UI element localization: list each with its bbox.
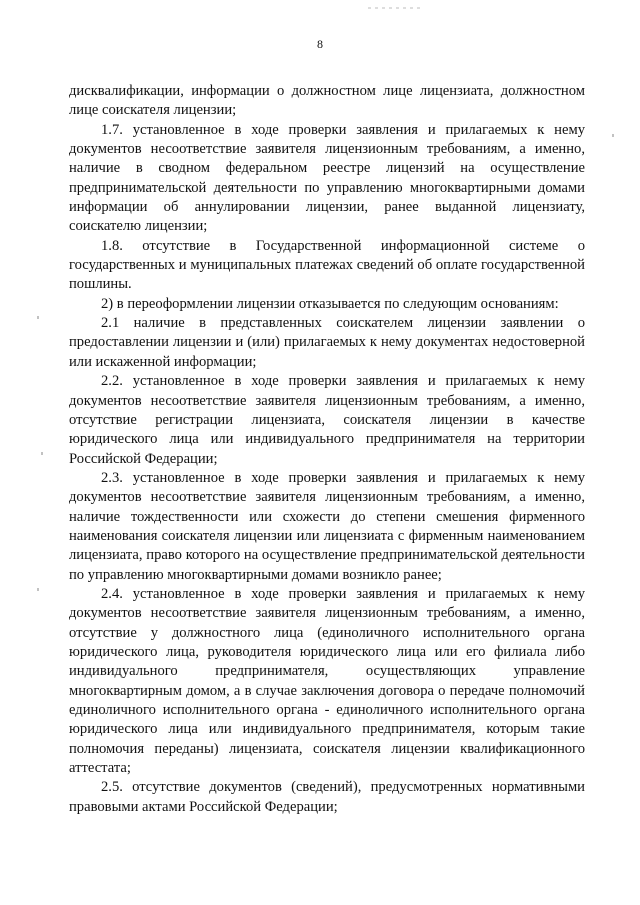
page-number: 8: [317, 37, 323, 51]
scan-artifact: [41, 452, 43, 455]
paragraph-item-2-2: 2.2. установленное в ходе проверки заявления и прилагаемых к нему документов несоответствие заявителя лицензионным требованиям, а именно, отсутствие регистрации лицензиата, соискателя лицензии в качестве юридического лица или индивидуального предпринимателя на территории Российской Федерации;: [69, 373, 585, 467]
paragraph-continuation-1-6: дисквалификации, информации о должностном лице лицензиата, должностном лице соискателя лицензии;: [69, 83, 585, 119]
paragraph-item-2-4: 2.4. установленное в ходе проверки заявления и прилагаемых к нему документов несоответствие заявителя лицензионным требованиям, а именно, отсутствие у должностного лица (единоличного исполнительного органа юридического лица, руководителя юридического лица или его филиала либо индивидуального предпринимателя, осуществляющих управление многоквартирным домом, а в случае заключения договора о передаче полномочий единоличного исполнительного органа - единоличного исполнительного органа юридического лица или индивидуального предпринимателя, которым такие полномочия переданы) лицензиата, соискателя лицензии квалификационного аттестата;: [69, 585, 585, 777]
paragraph-item-1-7: 1.7. установленное в ходе проверки заявления и прилагаемых к нему документов несоответствие заявителя лицензионным требованиям, а именно, наличие в сводном федеральном реестре лицензий на осуществление предпринимательской деятельности по управлению многоквартирными домами информации об аннулировании лицензии, ранее выданной лицензиату, соискателю лицензии;: [69, 121, 585, 235]
scan-artifact: [612, 134, 614, 137]
document-body: [69, 82, 585, 817]
paragraph-item-1-8: 1.8. отсутствие в Государственной информационной системе о государственных и муниципальных платежах сведений об оплате государственной пошлины.: [69, 237, 585, 293]
paragraph-item-2-3: 2.3. установленное в ходе проверки заявления и прилагаемых к нему документов несоответствие заявителя лицензионным требованиям, а именно, наличие тождественности или схожести до степени смешения фирменного наименования соискателя лицензии или лицензиата с фирменным наименованием лицензиата, право которого на осуществление предпринимательской деятельности по управлению многоквартирными домами возникло ранее;: [69, 469, 585, 583]
scan-artifact: [368, 7, 424, 9]
paragraph-item-2-1: 2.1 наличие в представленных соискателем лицензии заявлении о предоставлении лицензии и (или) прилагаемых к нему документах недостоверной или искаженной информации;: [69, 315, 585, 370]
paragraph-item-2-5: 2.5. отсутствие документов (сведений), предусмотренных нормативными правовыми актами Российской Федерации;: [69, 779, 585, 815]
scan-artifact: [37, 588, 39, 591]
paragraph-item-2-heading: 2) в переоформлении лицензии отказывается по следующим основаниям:: [101, 295, 559, 312]
scan-artifact: [37, 316, 39, 319]
